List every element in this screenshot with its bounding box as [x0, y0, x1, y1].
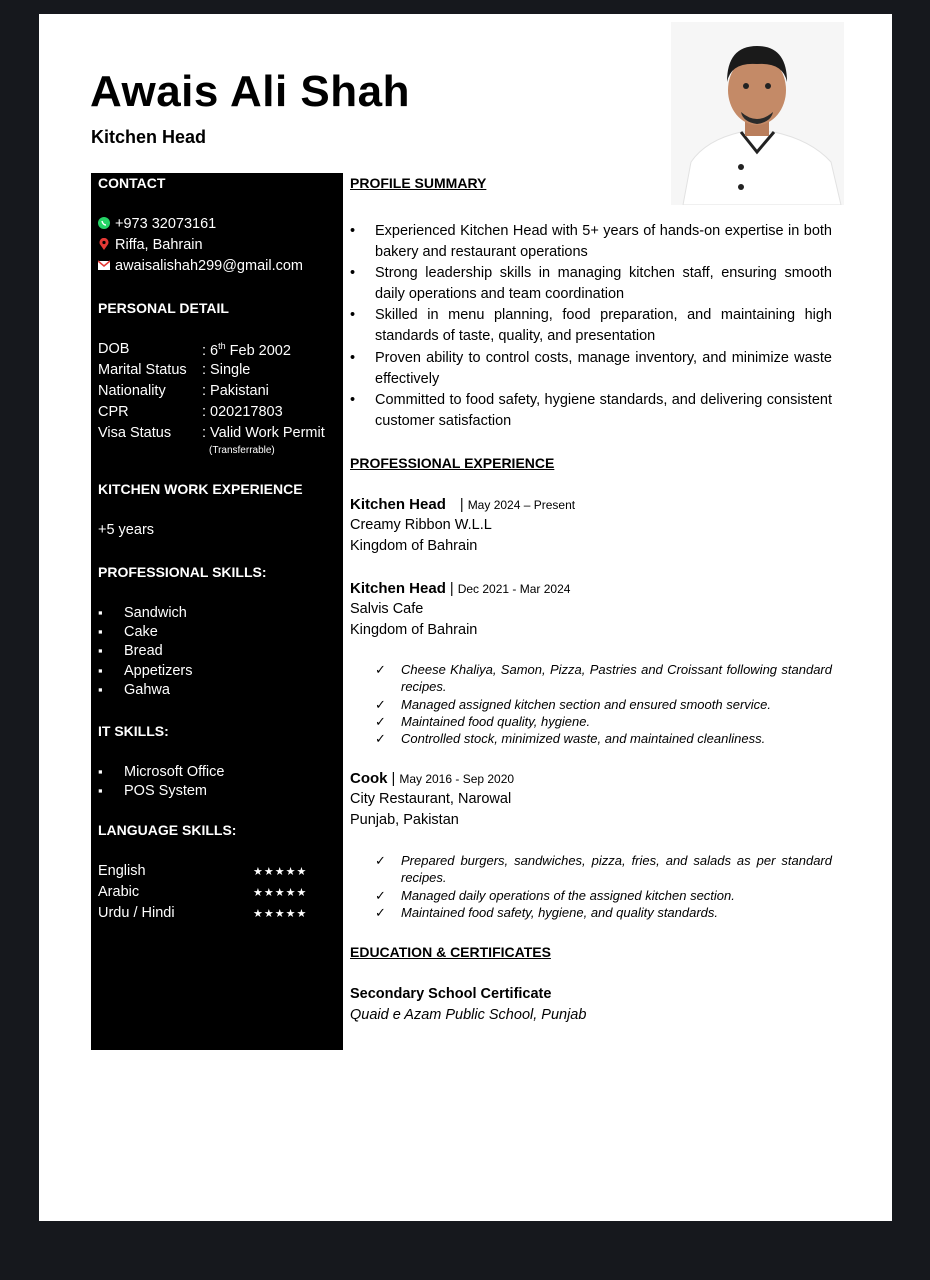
email-icon: [98, 259, 110, 271]
whatsapp-icon: [98, 217, 110, 229]
it-skills-heading: IT SKILLS:: [98, 723, 169, 739]
pro-skills-heading: PROFESSIONAL SKILLS:: [98, 564, 267, 580]
language-arabic: Arabic: [98, 884, 140, 900]
duty-item: ✓ Maintained food quality, hygiene.: [375, 713, 832, 730]
duty-item: ✓ Maintained food safety, hygiene, and quality standards.: [375, 904, 832, 921]
kitchen-exp-heading: KITCHEN WORK EXPERIENCE: [98, 481, 303, 497]
candidate-name: Awais Ali Shah: [90, 67, 410, 116]
duty-item: ✓ Managed assigned kitchen section and ensured smooth service.: [375, 696, 832, 713]
duty-item: ✓ Managed daily operations of the assigned kitchen section.: [375, 887, 832, 904]
rating-stars: ★★★★★: [253, 908, 308, 920]
cpr-value: : 020217803: [202, 404, 283, 420]
nationality-label: Nationality: [98, 383, 166, 399]
email-text[interactable]: awaisalishah299@gmail.com: [115, 258, 304, 274]
visa-note: (Transferrable): [209, 445, 275, 456]
resume-page: [39, 14, 892, 1221]
candidate-title: Kitchen Head: [91, 127, 207, 147]
job-header: Cook | May 2016 - Sep 2020: [350, 770, 515, 787]
visa-value: : Valid Work Permit: [202, 425, 325, 441]
summary-item: • Committed to food safety, hygiene standards, and delivering consistent customer satisfaction: [350, 390, 832, 432]
profile-photo: [671, 22, 844, 205]
experience-heading: PROFESSIONAL EXPERIENCE: [350, 455, 555, 471]
language-urdu: Urdu / Hindi: [98, 905, 175, 921]
phone-text: +973 32073161: [115, 216, 217, 232]
job-location: Kingdom of Bahrain: [350, 538, 478, 554]
language-heading: LANGUAGE SKILLS:: [98, 822, 237, 838]
contact-location: [98, 237, 203, 253]
duty-item: ✓ Cheese Khaliya, Samon, Pizza, Pastries and Croissant following standard recipes.: [375, 661, 832, 695]
duty-item: ✓ Prepared burgers, sandwiches, pizza, fries, and salads as per standard recipes.: [375, 852, 832, 886]
contact-phone: [98, 216, 216, 232]
education-degree: Secondary School Certificate: [350, 986, 552, 1002]
marital-label: Marital Status: [98, 362, 187, 378]
sidebar: CONTACT +973 32073161 Riffa, Bahrain awaisalishah299@gmail.com PERSONAL DETAIL DOB : 6th Feb 2002 Marital Status : Single Nationality : Pakistani CPR : 020217803 Visa Status : Valid Work Permit (Transferrable) KITCHEN WORK EXPERIENCE +5 years PROFESSIONAL SKILLS: Sandwich Cake Bread Appetizers Gahwa IT SKILLS: Microsoft Office POS System LANGUAGE SKILLS: English ★★★★★ Arabic ★★★★★ Urdu / Hindi ★★★★★: [91, 173, 343, 1050]
visa-label: Visa Status: [98, 425, 172, 441]
contact-heading: CONTACT: [98, 175, 166, 191]
location-text: Riffa, Bahrain: [115, 237, 203, 253]
rating-stars: ★★★★★: [253, 866, 308, 878]
dob-value: : 6th Feb 2002: [202, 341, 291, 359]
contact-email: [98, 258, 303, 274]
rating-stars: ★★★★★: [253, 887, 308, 899]
kitchen-exp-value: +5 years: [98, 522, 155, 538]
job-header: Kitchen Head | May 2024 – Present: [350, 496, 576, 513]
summary-item: • Skilled in menu planning, food preparation, and maintaining high standards of taste, quality, and presentation: [350, 305, 832, 347]
job-company: Salvis Cafe: [350, 601, 424, 617]
summary-item: • Strong leadership skills in managing kitchen staff, ensuring smooth daily operations and team coordination: [350, 263, 832, 305]
cpr-label: CPR: [98, 404, 129, 420]
duty-item: ✓ Controlled stock, minimized waste, and maintained cleanliness.: [375, 730, 832, 747]
summary-heading: PROFILE SUMMARY: [350, 175, 487, 191]
summary-item: • Experienced Kitchen Head with 5+ years of hands-on expertise in both bakery and restaurant operations: [350, 221, 832, 263]
location-pin-icon: [98, 238, 110, 250]
education-heading: EDUCATION & CERTIFICATES: [350, 944, 551, 960]
nationality-value: : Pakistani: [202, 383, 269, 399]
job-company: City Restaurant, Narowal: [350, 791, 512, 807]
job-location: Kingdom of Bahrain: [350, 622, 478, 638]
job-company: Creamy Ribbon W.L.L: [350, 517, 492, 533]
dob-label: DOB: [98, 341, 130, 357]
language-english: English: [98, 863, 146, 879]
job-header: Kitchen Head | Dec 2021 - Mar 2024: [350, 580, 571, 597]
education-school: Quaid e Azam Public School, Punjab: [350, 1007, 587, 1023]
personal-heading: PERSONAL DETAIL: [98, 300, 229, 316]
marital-value: : Single: [202, 362, 251, 378]
job-location: Punjab, Pakistan: [350, 812, 459, 828]
summary-item: • Proven ability to control costs, manage inventory, and minimize waste effectively: [350, 348, 832, 390]
